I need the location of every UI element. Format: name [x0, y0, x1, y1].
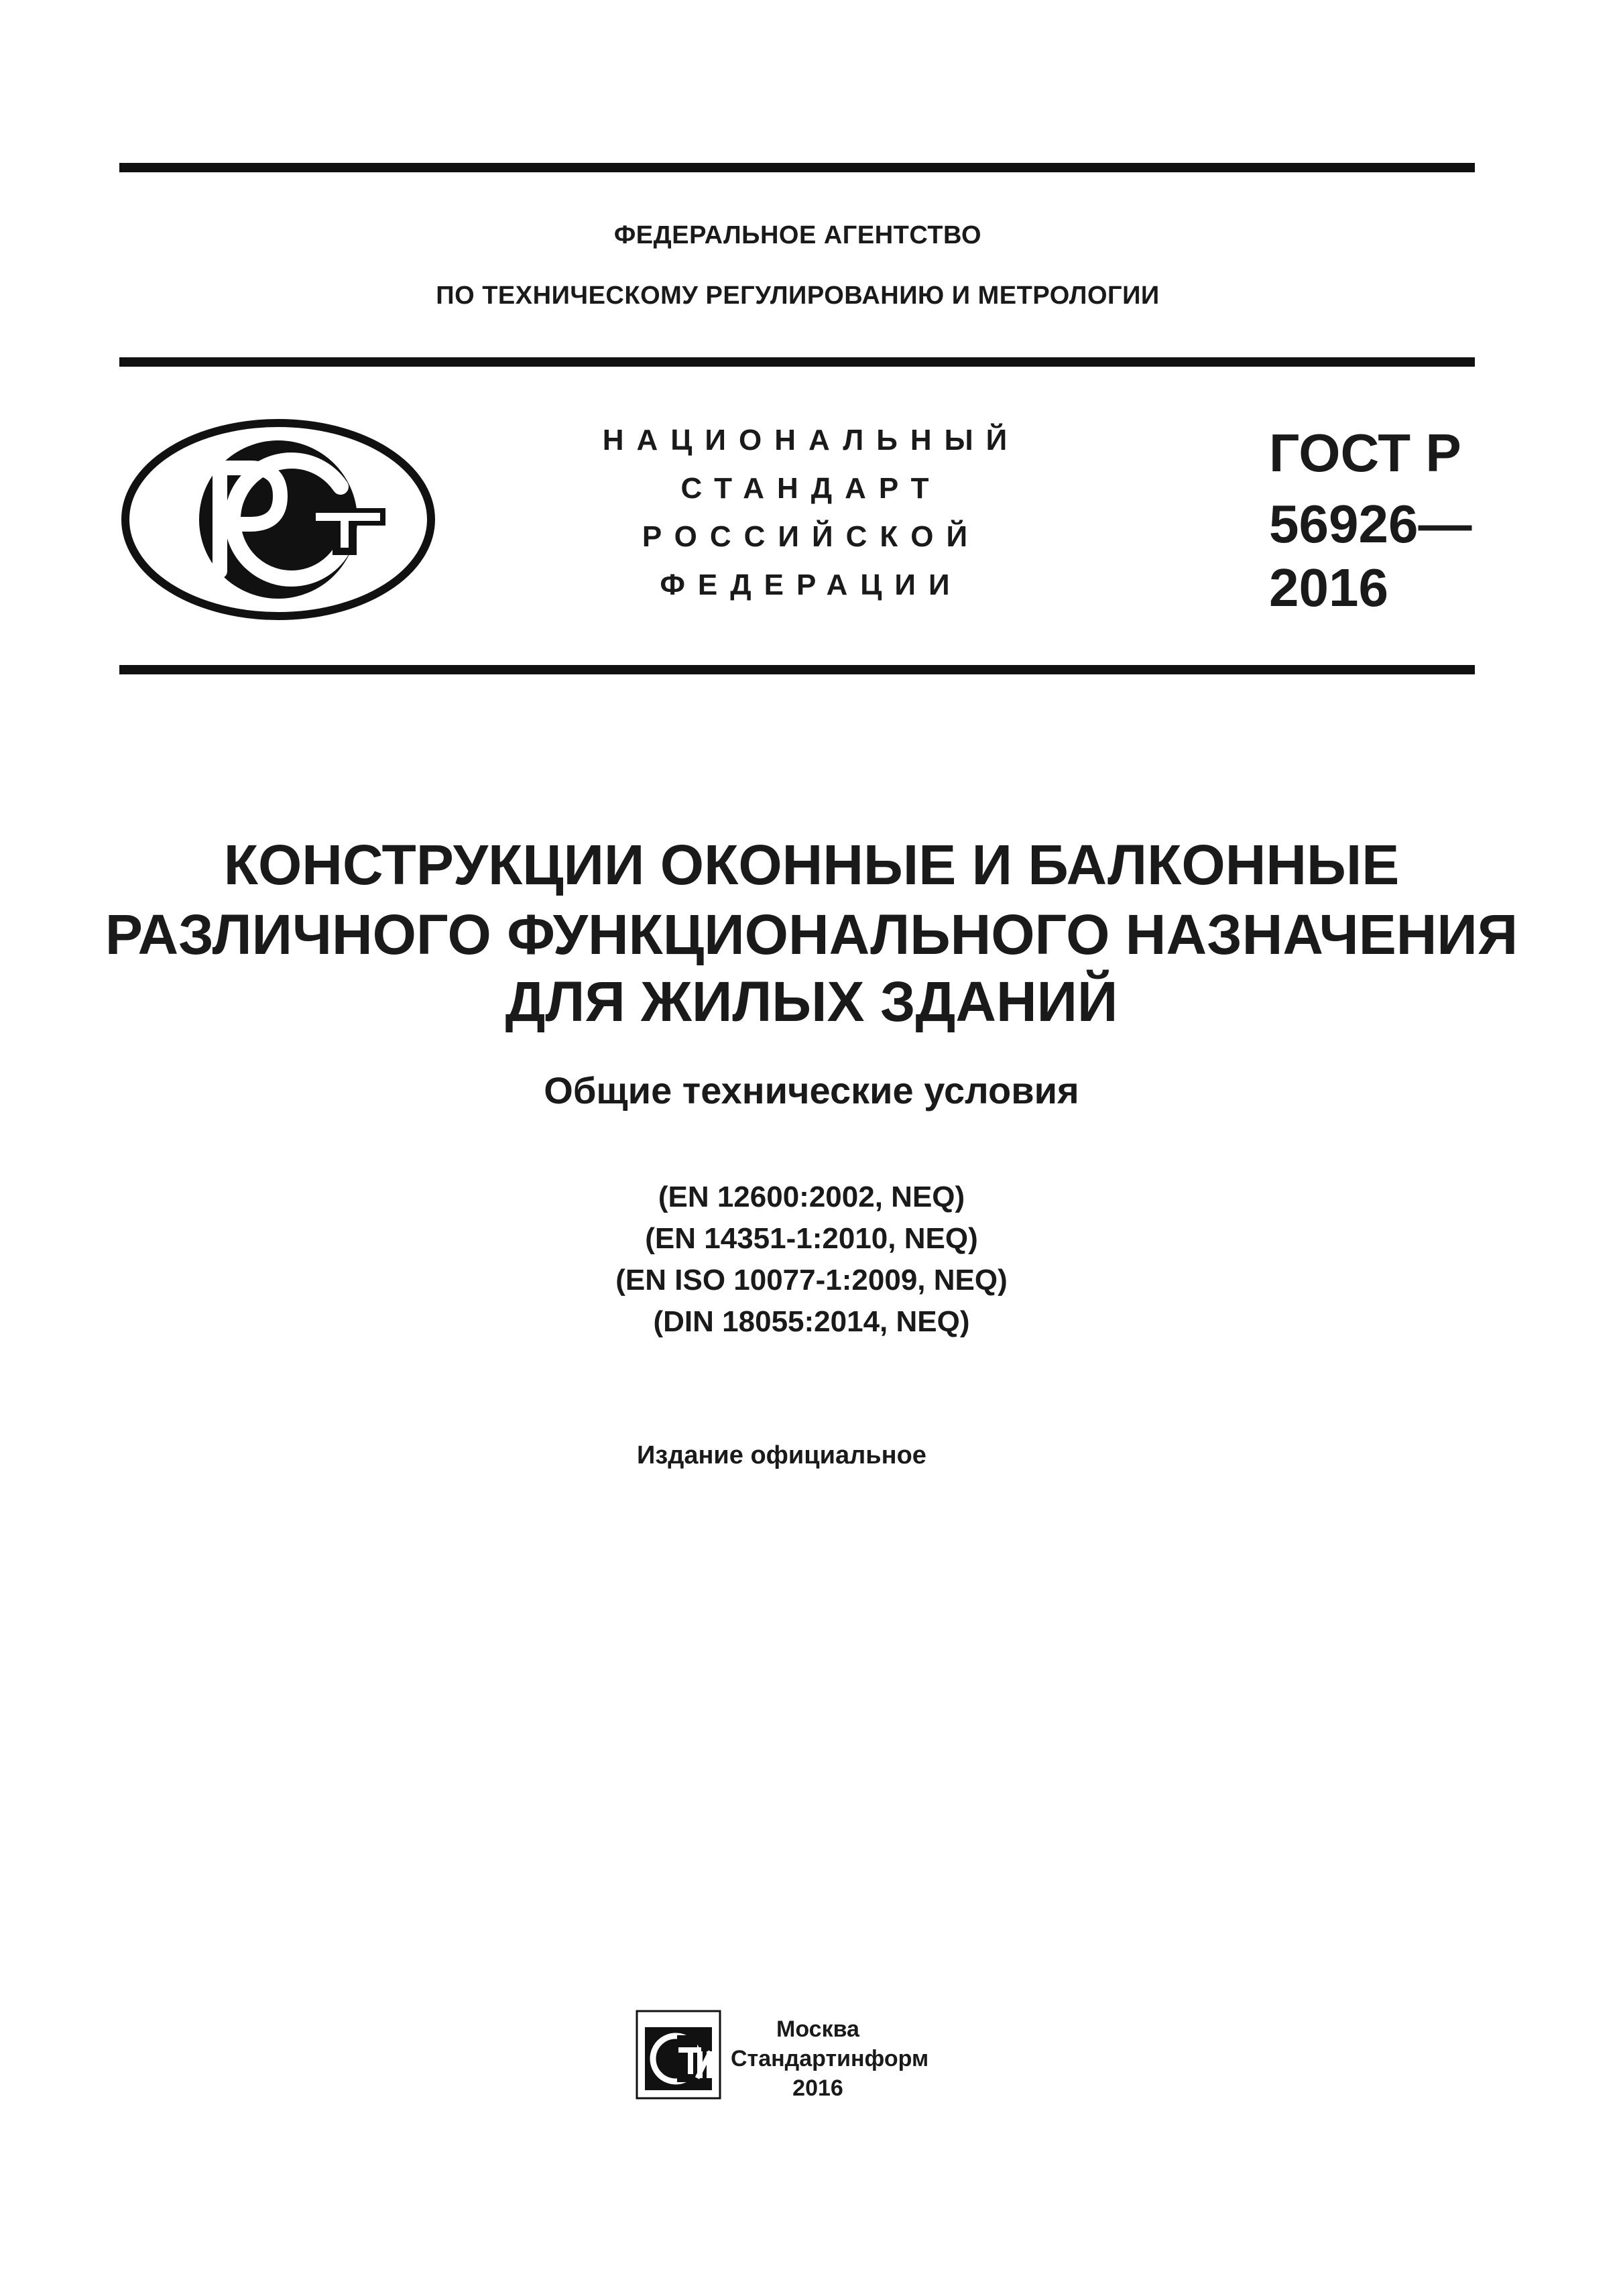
edition-label: Издание официальное: [637, 1441, 926, 1469]
gost-line-2: 56926—: [1269, 494, 1472, 554]
title-block-rule: [119, 665, 1475, 674]
agency-line-1: ФЕДЕРАЛЬНОЕ АГЕНТСТВО: [613, 221, 982, 249]
publisher-logo-icon: [636, 2010, 721, 2100]
national-standard-line-1: НАЦИОНАЛЬНЫЙ: [602, 424, 1020, 457]
reference-1: (EN 12600:2002, NEQ): [658, 1181, 965, 1213]
publisher-name: Стандартинформ: [731, 2046, 929, 2071]
national-standard-line-2: СТАНДАРТ: [680, 472, 942, 505]
publisher-city: Москва: [776, 2016, 859, 2042]
national-standard-line-3: РОССИЙСКОЙ: [642, 520, 981, 553]
gost-line-1: ГОСТ Р: [1269, 423, 1461, 483]
title-line-1: КОНСТРУКЦИИ ОКОННЫЕ И БАЛКОННЫЕ: [223, 833, 1400, 896]
rst-logo-icon: [119, 417, 437, 623]
publisher-block: [731, 2014, 929, 2103]
title-line-2: РАЗЛИЧНОГО ФУНКЦИОНАЛЬНОГО НАЗНАЧЕНИЯ: [105, 903, 1518, 966]
reference-3: (EN ISO 10077-1:2009, NEQ): [615, 1264, 1008, 1296]
national-standard-line-4: ФЕДЕРАЦИИ: [660, 568, 963, 601]
header-rule: [119, 357, 1475, 367]
agency-line-2: ПО ТЕХНИЧЕСКОМУ РЕГУЛИРОВАНИЮ И МЕТРОЛОГИИ: [436, 282, 1160, 310]
top-rule: [119, 163, 1475, 172]
reference-2: (EN 14351-1:2010, NEQ): [645, 1222, 978, 1255]
title-line-3: ДЛЯ ЖИЛЫХ ЗДАНИЙ: [505, 970, 1118, 1033]
gost-line-3: 2016: [1269, 558, 1388, 617]
publisher-year: 2016: [792, 2075, 843, 2101]
subtitle: Общие технические условия: [544, 1069, 1079, 1111]
reference-4: (DIN 18055:2014, NEQ): [653, 1305, 970, 1338]
